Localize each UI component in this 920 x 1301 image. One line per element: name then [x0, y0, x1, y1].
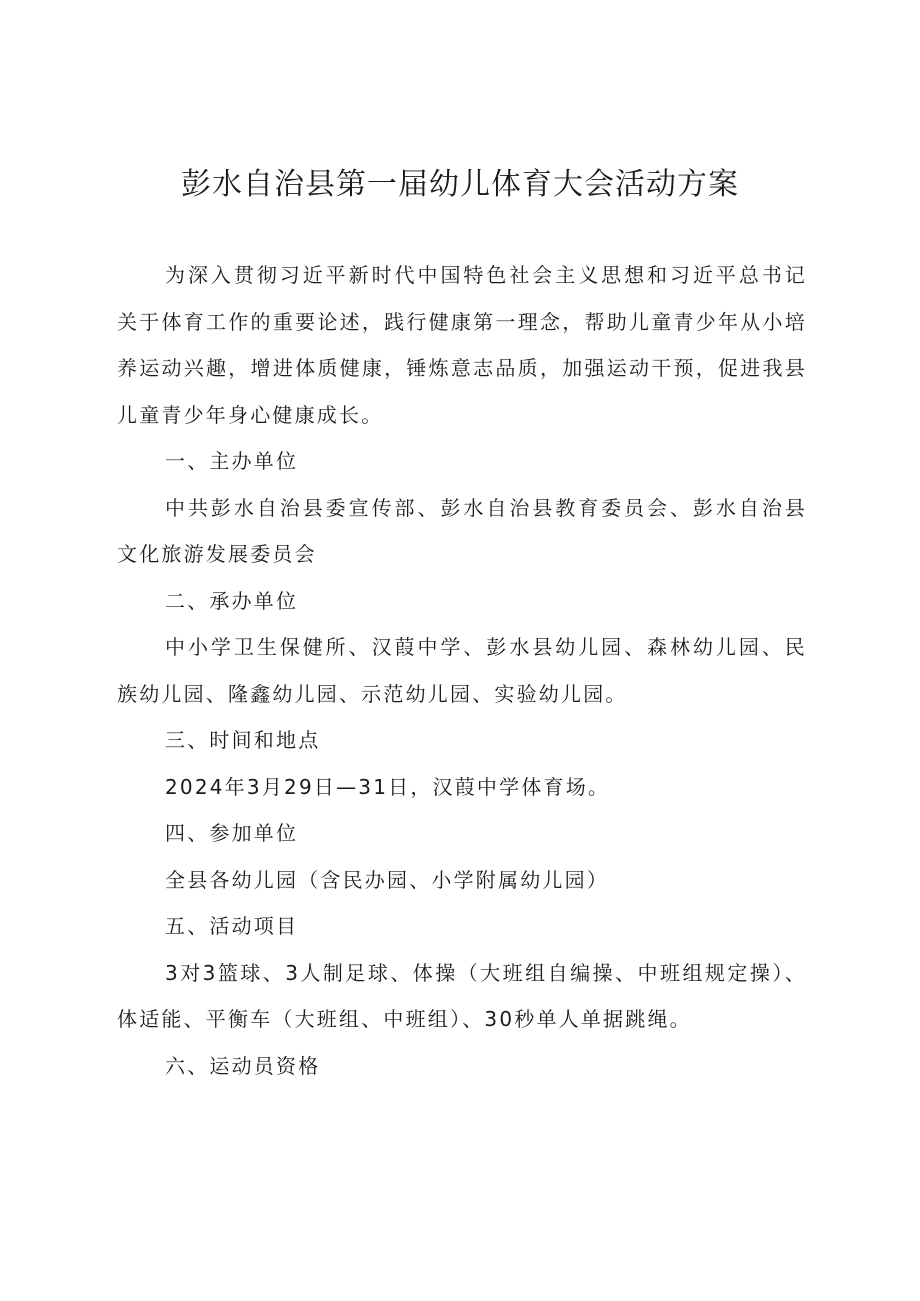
section-heading-eligibility: 六、运动员资格	[165, 1053, 321, 1078]
document-body	[117, 252, 807, 1089]
section-heading-organizer: 一、主办单位	[165, 449, 299, 473]
document-title: 彭水自治县第一届幼儿体育大会活动方案	[181, 167, 739, 202]
intro-paragraph: 为深入贯彻习近平新时代中国特色社会主义思想和习近平总书记关于体育工作的重要论述，践行健康第一理念，帮助儿童青少年从小培养运动兴趣，增进体质健康，锤炼意志品质，加强运动干预，促进我县儿童青少年身心健康成长。	[117, 263, 807, 427]
section-content-organizer: 中共彭水自治县委宣传部、彭水自治县教育委员会、彭水自治县文化旅游发展委员会	[117, 495, 807, 566]
section-heading-host: 二、承办单位	[165, 588, 299, 613]
section-content-time-place: 2024年3月29日—31日，汉葭中学体育场。	[165, 774, 611, 799]
section-heading-participants: 四、参加单位	[165, 821, 299, 845]
section-content-events: 3对3篮球、3人制足球、体操（大班组自编操、中班组规定操）、体适能、平衡车（大班组、中班组）、30秒单人单据跳绳。	[117, 960, 807, 1031]
section-heading-time-place: 三、时间和地点	[165, 728, 321, 752]
section-heading-events: 五、活动项目	[165, 914, 299, 938]
section-content-participants: 全县各幼儿园（含民办园、小学附属幼儿园）	[165, 867, 609, 892]
section-content-host: 中小学卫生保健所、汉葭中学、彭水县幼儿园、森林幼儿园、民族幼儿园、隆鑫幼儿园、示范幼儿园、实验幼儿园。	[117, 635, 807, 706]
